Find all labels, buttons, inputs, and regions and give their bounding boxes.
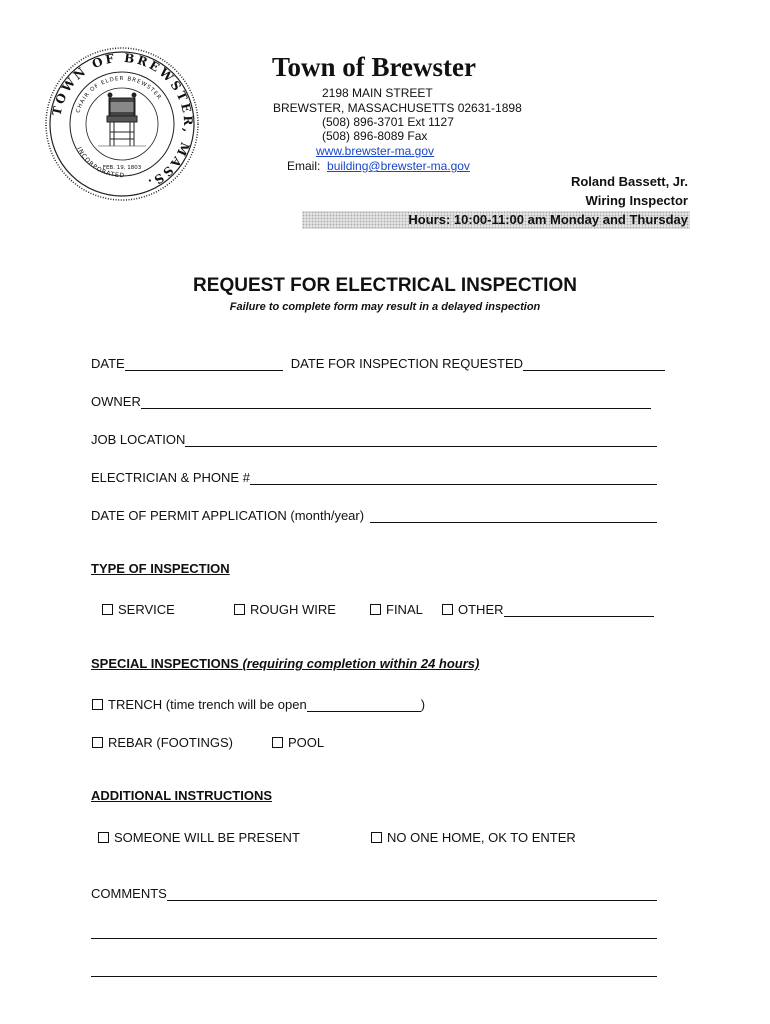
date-requested-label: DATE FOR INSPECTION REQUESTED <box>290 356 524 371</box>
rebar-label: REBAR (FOOTINGS) <box>108 735 233 750</box>
no-one-home-label: NO ONE HOME, OK TO ENTER <box>387 830 576 845</box>
email-link[interactable]: building@brewster-ma.gov <box>327 159 470 173</box>
other-label: OTHER <box>458 602 504 617</box>
type-options-row <box>102 597 654 617</box>
comments-row <box>91 881 657 901</box>
inspector-title: Wiring Inspector <box>585 193 688 208</box>
website-link[interactable]: www.brewster-ma.gov <box>316 144 435 158</box>
job-location-row <box>91 427 657 447</box>
checkbox-square-icon <box>442 604 453 615</box>
no-one-home-checkbox[interactable] <box>371 830 576 845</box>
job-location-field[interactable] <box>185 432 657 447</box>
comments-field-1[interactable] <box>167 886 657 901</box>
street-address: 2198 MAIN STREET <box>322 86 433 100</box>
additional-options-row <box>98 825 576 845</box>
chair-icon <box>107 93 137 146</box>
comments-row-2 <box>91 919 657 939</box>
office-hours: Hours: 10:00-11:00 am Monday and Thursday <box>408 212 688 227</box>
phone-number: (508) 896-3701 Ext 1127 <box>322 115 454 129</box>
seal-date-text: FEB. 19, 1803 <box>102 165 142 171</box>
email-line <box>287 159 470 173</box>
special-section-heading <box>91 656 479 671</box>
permit-date-row <box>91 503 657 523</box>
trench-label: TRENCH (time trench will be open <box>108 697 307 712</box>
trench-row <box>92 692 425 712</box>
additional-section-heading: ADDITIONAL INSTRUCTIONS <box>91 788 273 803</box>
electrician-row <box>91 465 657 485</box>
email-label: Email: <box>287 159 321 173</box>
seal-inner-text: CHAIR OF ELDER BREWSTER <box>75 75 163 114</box>
special-section-title: SPECIAL INSPECTIONS <box>91 656 239 671</box>
checkbox-square-icon <box>92 737 103 748</box>
final-checkbox[interactable] <box>370 602 442 617</box>
final-label: FINAL <box>386 602 423 617</box>
permit-date-label: DATE OF PERMIT APPLICATION (month/year) <box>91 508 365 523</box>
trench-close-paren: ) <box>420 697 426 712</box>
comments-field-2[interactable] <box>91 924 657 939</box>
permit-date-field[interactable] <box>370 508 657 523</box>
checkbox-square-icon <box>92 699 103 710</box>
comments-field-3[interactable] <box>91 962 657 977</box>
form-title: REQUEST FOR ELECTRICAL INSPECTION <box>193 275 577 296</box>
electrician-field[interactable] <box>250 470 657 485</box>
checkbox-square-icon <box>98 832 109 843</box>
checkbox-square-icon <box>371 832 382 843</box>
rebar-pool-row <box>92 730 324 750</box>
comments-label: COMMENTS <box>91 886 167 901</box>
town-seal <box>44 46 200 202</box>
seal-outer-text: TOWN OF BREWSTER, MASS. <box>49 50 196 192</box>
service-label: SERVICE <box>118 602 175 617</box>
comments-row-3 <box>91 957 657 977</box>
checkbox-square-icon <box>234 604 245 615</box>
other-field[interactable] <box>504 602 655 617</box>
checkbox-square-icon <box>370 604 381 615</box>
seal-incorporated-text: INCORPORATED <box>75 145 126 180</box>
special-section-note: (requiring completion within 24 hours) <box>242 656 480 671</box>
pool-label: POOL <box>288 735 325 750</box>
service-checkbox[interactable] <box>102 602 234 617</box>
checkbox-square-icon <box>272 737 283 748</box>
pool-checkbox[interactable] <box>272 735 324 750</box>
checkbox-square-icon <box>102 604 113 615</box>
date-field[interactable] <box>125 356 283 371</box>
owner-label: OWNER <box>91 394 141 409</box>
town-title: Town of Brewster <box>272 52 476 82</box>
date-row <box>91 351 651 371</box>
rough-wire-label: ROUGH WIRE <box>250 602 336 617</box>
trench-time-field[interactable] <box>307 697 421 712</box>
type-section-heading: TYPE OF INSPECTION <box>91 561 230 576</box>
someone-present-label: SOMEONE WILL BE PRESENT <box>114 830 300 845</box>
trench-checkbox[interactable] <box>92 697 307 712</box>
owner-row <box>91 389 651 409</box>
date-requested-field[interactable] <box>523 356 665 371</box>
electrician-label: ELECTRICIAN & PHONE # <box>91 470 250 485</box>
date-label: DATE <box>91 356 125 371</box>
svg-text:INCORPORATED <box>75 146 125 179</box>
city-address: BREWSTER, MASSACHUSETTS 02631-1898 <box>273 101 522 115</box>
rebar-checkbox[interactable] <box>92 735 272 750</box>
fax-number: (508) 896-8089 Fax <box>322 129 428 143</box>
other-checkbox[interactable] <box>442 602 504 617</box>
owner-field[interactable] <box>141 394 651 409</box>
inspector-name: Roland Bassett, Jr. <box>570 174 688 189</box>
someone-present-checkbox[interactable] <box>98 830 371 845</box>
job-location-label: JOB LOCATION <box>91 432 186 447</box>
form-subtitle: Failure to complete form may result in a delayed inspection <box>229 301 541 313</box>
rough-wire-checkbox[interactable] <box>234 602 370 617</box>
